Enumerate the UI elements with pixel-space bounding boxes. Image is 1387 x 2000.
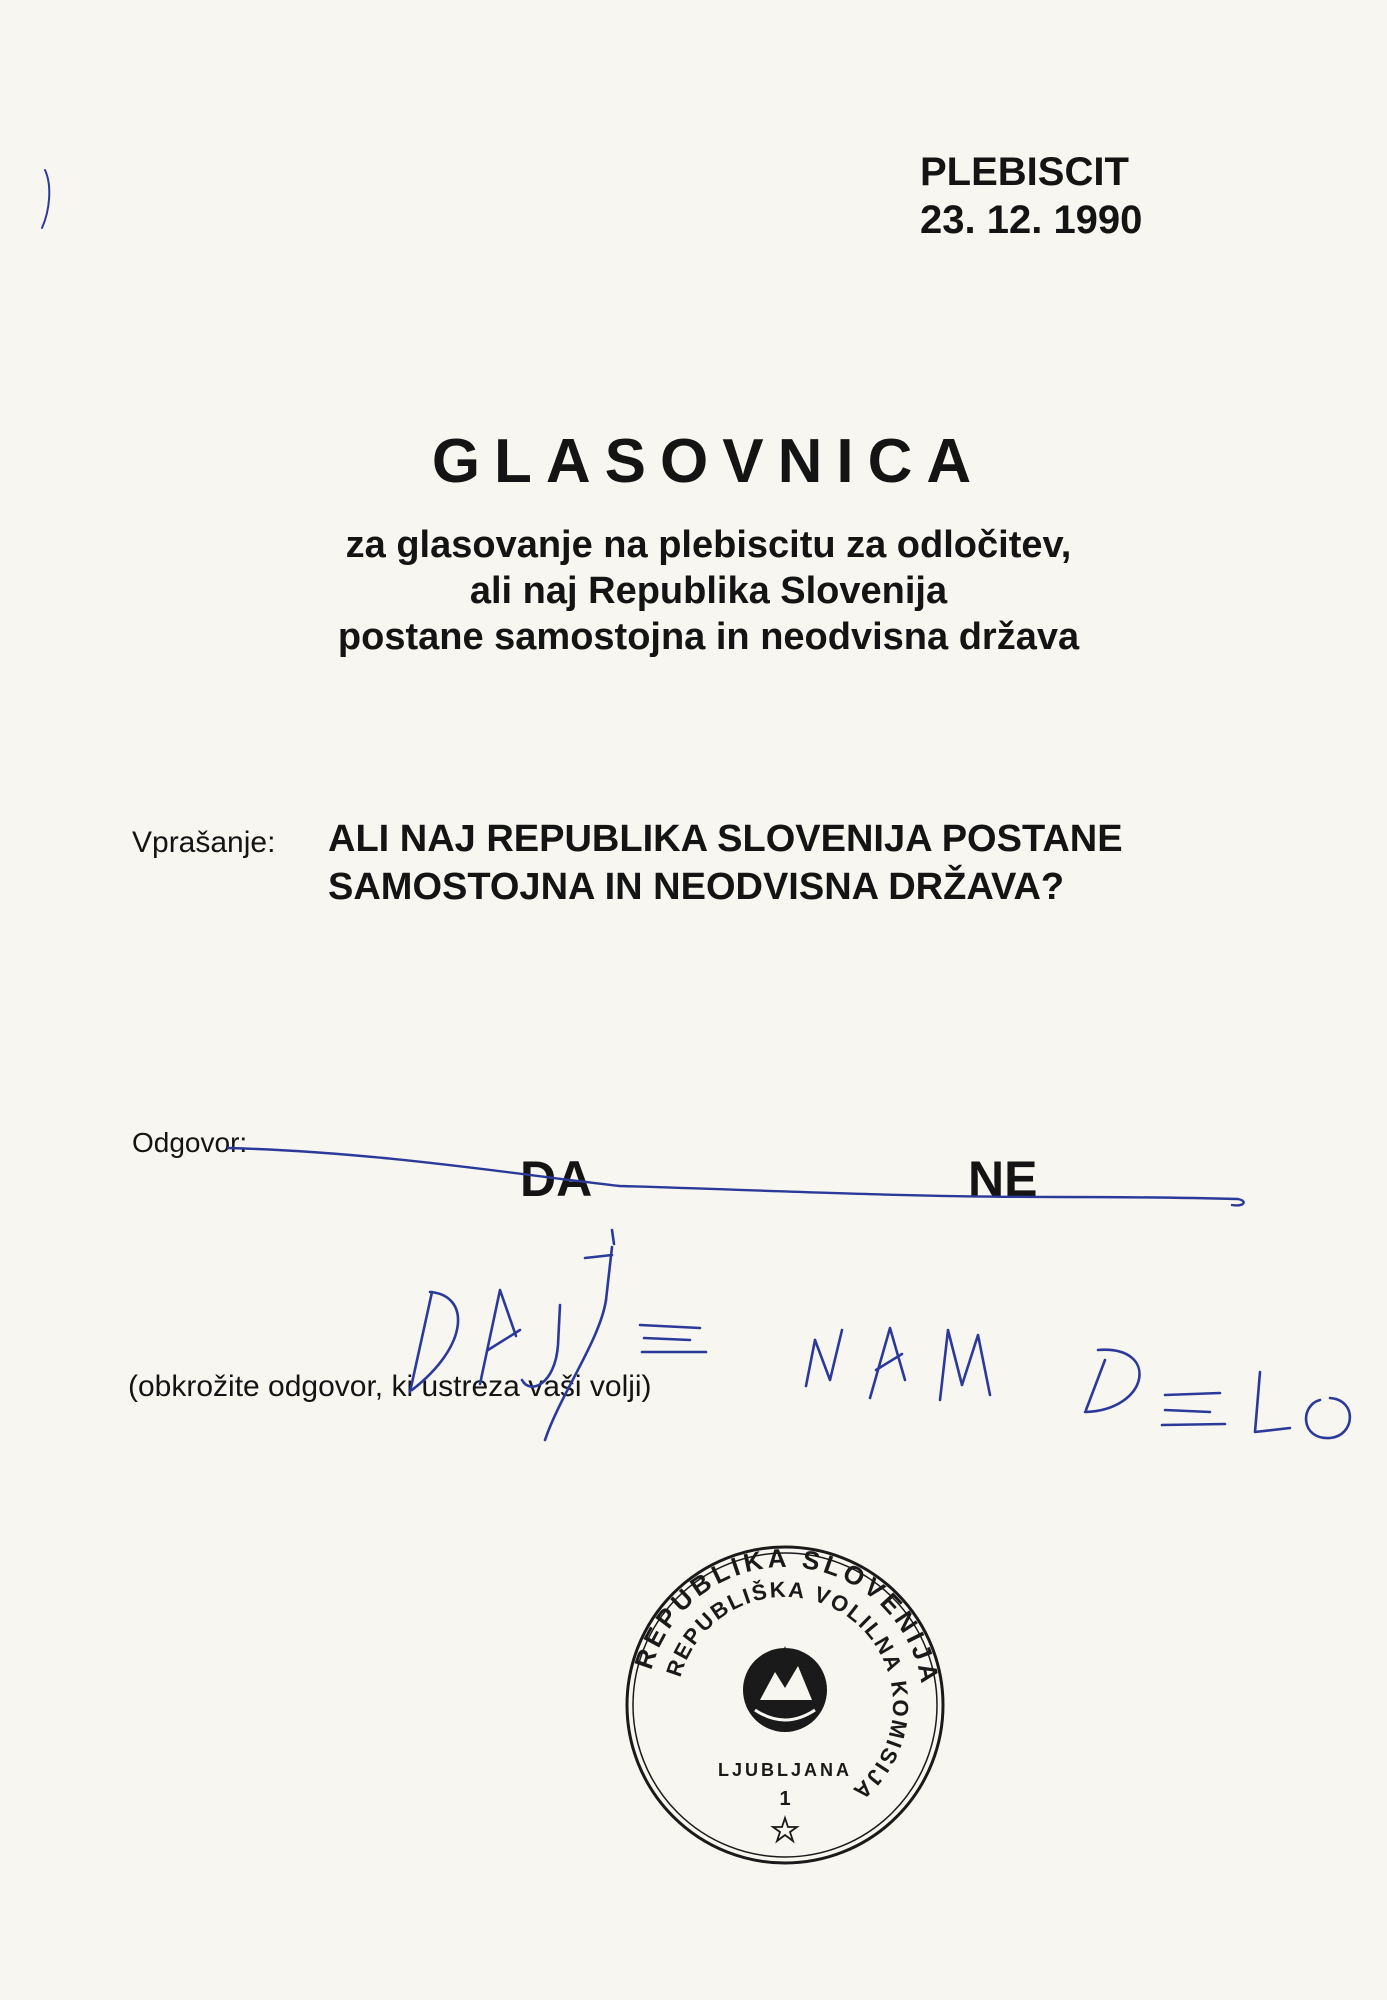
svg-text:REPUBLIŠKA VOLILNA KOMISIJA: REPUBLIŠKA VOLILNA KOMISIJA (661, 1576, 914, 1806)
question-line-1: ALI NAJ REPUBLIKA SLOVENIJA POSTANE (328, 818, 1123, 860)
subtitle-line-2: ali naj Republika Slovenija (469, 570, 948, 612)
instruction-text: (obkrožite odgovor, ki ustreza vaši volji) (128, 1370, 652, 1403)
plebiscite-date: 23. 12. 1990 (920, 198, 1143, 242)
ballot-title: GLASOVNICA (431, 427, 986, 496)
plebiscite-label: PLEBISCIT (920, 150, 1129, 194)
svg-text:LJUBLJANA: LJUBLJANA (717, 1760, 853, 1780)
slovenian-coat-of-arms-icon (743, 1646, 827, 1732)
plebiscite-header (920, 148, 1142, 244)
question-label: Vprašanje: (132, 826, 276, 859)
subtitle-line-3: postane samostojna in neodvisna država (337, 616, 1080, 658)
subtitle-line-1: za glasovanje na plebiscitu za odločitev, (345, 524, 1072, 566)
question-text (328, 815, 1123, 911)
answer-no-option[interactable]: NE (968, 1151, 1038, 1207)
answer-label: Odgovor: (132, 1127, 248, 1158)
question-line-2: SAMOSTOJNA IN NEODVISNA DRŽAVA? (328, 866, 1065, 908)
commission-stamp (620, 1540, 950, 1870)
svg-text:1: 1 (779, 1788, 791, 1810)
svg-text:REPUBLIKA SLOVENIJA: REPUBLIKA SLOVENIJA (628, 1542, 946, 1689)
star-icon (773, 1818, 797, 1841)
answer-yes-option[interactable]: DA (520, 1151, 593, 1207)
ballot-subtitle (0, 522, 1387, 660)
